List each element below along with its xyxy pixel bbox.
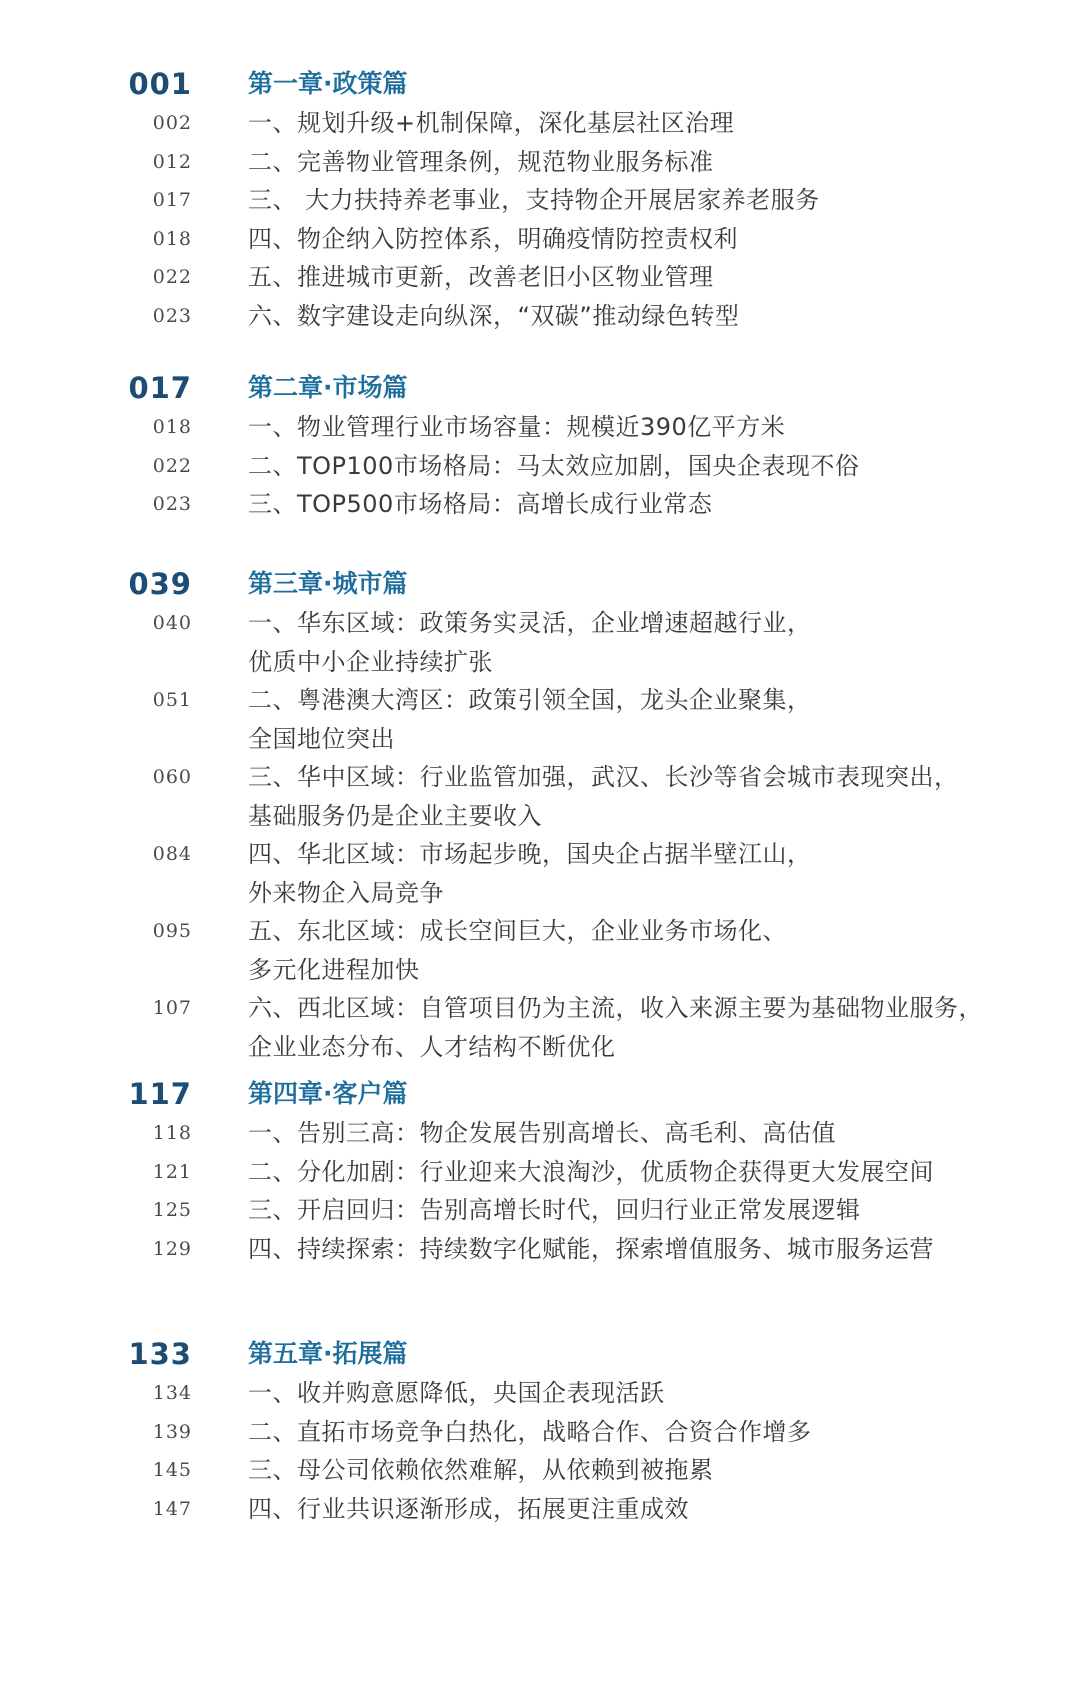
entry-title [248, 681, 1048, 758]
entry-page-number: 139 [152, 1420, 192, 1443]
toc-entry[interactable] [0, 835, 1080, 912]
entry-title-line: 一、华东区域：政策务实灵活，企业增速超越行业， [248, 609, 812, 637]
entry-title-line: 一、收并购意愿降低，央国企表现活跃 [248, 1379, 665, 1407]
entry-title-line: 二、TOP100市场格局：马太效应加剧，国央企表现不俗 [248, 451, 860, 480]
entry-title-line: 二、完善物业管理条例，规范物业服务标准 [248, 147, 714, 176]
entry-title-line: 一、告别三高：物企发展告别高增长、高毛利、高估值 [248, 1119, 836, 1147]
toc-entry[interactable] [0, 143, 1080, 182]
entry-page-number: 002 [152, 112, 192, 134]
entry-title [248, 485, 1048, 524]
entry-title-line: 全国地位突出 [248, 724, 395, 753]
chapter-heading[interactable] [0, 1074, 1080, 1114]
chapter-page-number: 017 [128, 371, 192, 405]
entry-title [248, 104, 1048, 143]
chapter-title: 第三章·城市篇 [248, 569, 408, 598]
chapter-title: 第五章·拓展篇 [248, 1339, 408, 1368]
entry-title [248, 297, 1048, 336]
toc-entry[interactable] [0, 447, 1080, 486]
entry-title [248, 1153, 1048, 1192]
entry-title [248, 989, 1048, 1066]
entry-title-line: 二、分化加剧：行业迎来大浪淘沙，优质物企获得更大发展空间 [248, 1157, 934, 1186]
chapter-title: 第一章·政策篇 [248, 69, 408, 98]
toc-entry[interactable] [0, 220, 1080, 259]
entry-title-line: 企业业态分布、人才结构不断优化 [248, 1032, 616, 1061]
toc-entry[interactable] [0, 297, 1080, 336]
entry-title [248, 220, 1048, 259]
entry-title-line: 五、东北区域：成长空间巨大，企业业务市场化、 [248, 917, 787, 945]
entry-page-number: 134 [152, 1382, 192, 1404]
entry-title-line: 六、数字建设走向纵深，“双碳”推动绿色转型 [248, 301, 740, 330]
entry-page-number: 040 [152, 612, 192, 634]
entry-page-number: 017 [152, 189, 192, 211]
entry-title-line: 四、华北区域：市场起步晚，国央企占据半壁江山， [248, 840, 812, 868]
toc-entry[interactable] [0, 1451, 1080, 1490]
entry-title-line: 五、推进城市更新，改善老旧小区物业管理 [248, 263, 714, 291]
entry-title-line: 一、规划升级+机制保障，深化基层社区治理 [248, 109, 735, 137]
chapter-section [0, 564, 1080, 1066]
chapter-page-number: 133 [128, 1337, 192, 1371]
entry-title [248, 1230, 1048, 1269]
entry-page-number: 118 [152, 1122, 192, 1144]
toc-entry[interactable] [0, 485, 1080, 524]
entry-title [248, 912, 1048, 989]
entry-title-line: 四、持续探索：持续数字化赋能，探索增值服务、城市服务运营 [248, 1234, 934, 1263]
entry-title [248, 143, 1048, 182]
entry-page-number: 121 [152, 1160, 192, 1183]
entry-page-number: 125 [152, 1199, 192, 1221]
entry-page-number: 012 [152, 150, 192, 173]
entry-title [248, 1451, 1048, 1490]
toc-entry[interactable] [0, 1490, 1080, 1529]
chapter-heading[interactable] [0, 368, 1080, 408]
toc-entry[interactable] [0, 1374, 1080, 1413]
entry-title [248, 1114, 1048, 1153]
entry-title-line: 二、直拓市场竞争白热化，战略合作、合资合作增多 [248, 1417, 812, 1446]
entry-title [248, 181, 1048, 220]
entry-title-line: 三、 大力扶持养老事业，支持物企开展居家养老服务 [248, 186, 820, 214]
entry-page-number: 022 [152, 266, 192, 288]
entry-page-number: 022 [152, 454, 192, 477]
entry-page-number: 023 [152, 493, 192, 515]
toc-entry[interactable] [0, 1230, 1080, 1269]
entry-title-line: 多元化进程加快 [248, 955, 420, 984]
chapter-section [0, 368, 1080, 524]
chapter-section [0, 64, 1080, 335]
toc-entry[interactable] [0, 1114, 1080, 1153]
toc-entry[interactable] [0, 408, 1080, 447]
entry-title-line: 四、物企纳入防控体系，明确疫情防控责权利 [248, 224, 738, 253]
chapter-title: 第二章·市场篇 [248, 373, 408, 402]
entry-title-line: 外来物企入局竞争 [248, 878, 444, 907]
toc-entry[interactable] [0, 104, 1080, 143]
entry-title-line: 一、物业管理行业市场容量：规模近390亿平方米 [248, 413, 786, 441]
entry-title-line: 三、母公司依赖依然难解，从依赖到被拖累 [248, 1456, 714, 1484]
entry-page-number: 051 [152, 689, 192, 711]
entry-title-line: 三、华中区域：行业监管加强，武汉、长沙等省会城市表现突出， [248, 763, 959, 791]
entry-title [248, 1374, 1048, 1413]
entry-title-line: 优质中小企业持续扩张 [248, 647, 493, 676]
chapter-title: 第四章·客户篇 [248, 1079, 408, 1108]
chapter-page-number: 039 [128, 567, 192, 601]
entry-title-line: 三、TOP500市场格局：高增长成行业常态 [248, 490, 713, 518]
toc-entry[interactable] [0, 758, 1080, 835]
entry-page-number: 023 [152, 304, 192, 327]
toc-entry[interactable] [0, 258, 1080, 297]
entry-title-line: 二、粤港澳大湾区：政策引领全国，龙头企业聚集， [248, 686, 812, 714]
chapter-section [0, 1074, 1080, 1268]
toc-entry[interactable] [0, 604, 1080, 681]
entry-title [248, 604, 1048, 681]
entry-title-line: 四、行业共识逐渐形成，拓展更注重成效 [248, 1494, 689, 1523]
chapter-heading[interactable] [0, 64, 1080, 104]
entry-page-number: 018 [152, 227, 192, 250]
entry-page-number: 145 [152, 1459, 192, 1481]
chapter-page-number: 117 [128, 1077, 192, 1111]
entry-title [248, 408, 1048, 447]
entry-title [248, 758, 1048, 835]
toc-entry[interactable] [0, 912, 1080, 989]
entry-page-number: 060 [152, 766, 192, 788]
toc-entry[interactable] [0, 1413, 1080, 1452]
entry-title [248, 447, 1048, 486]
chapter-page-number: 001 [128, 67, 192, 101]
entry-title-line: 基础服务仍是企业主要收入 [248, 801, 542, 830]
entry-title [248, 1413, 1048, 1452]
entry-title [248, 258, 1048, 297]
entry-page-number: 095 [152, 920, 192, 942]
chapter-section [0, 1334, 1080, 1528]
entry-page-number: 147 [152, 1497, 192, 1520]
chapter-heading[interactable] [0, 564, 1080, 604]
toc-entry[interactable] [0, 1191, 1080, 1230]
chapter-heading[interactable] [0, 1334, 1080, 1374]
toc-entry[interactable] [0, 681, 1080, 758]
entry-page-number: 018 [152, 416, 192, 438]
entry-page-number: 129 [152, 1237, 192, 1260]
toc-entry[interactable] [0, 181, 1080, 220]
toc-entry[interactable] [0, 989, 1080, 1066]
entry-title [248, 835, 1048, 912]
entry-title [248, 1490, 1048, 1529]
entry-title-line: 六、西北区域：自管项目仍为主流，收入来源主要为基础物业服务， [248, 994, 983, 1022]
entry-title-line: 三、开启回归：告别高增长时代，回归行业正常发展逻辑 [248, 1196, 861, 1224]
entry-page-number: 084 [152, 843, 192, 865]
entry-page-number: 107 [152, 997, 192, 1019]
entry-title [248, 1191, 1048, 1230]
toc-entry[interactable] [0, 1153, 1080, 1192]
